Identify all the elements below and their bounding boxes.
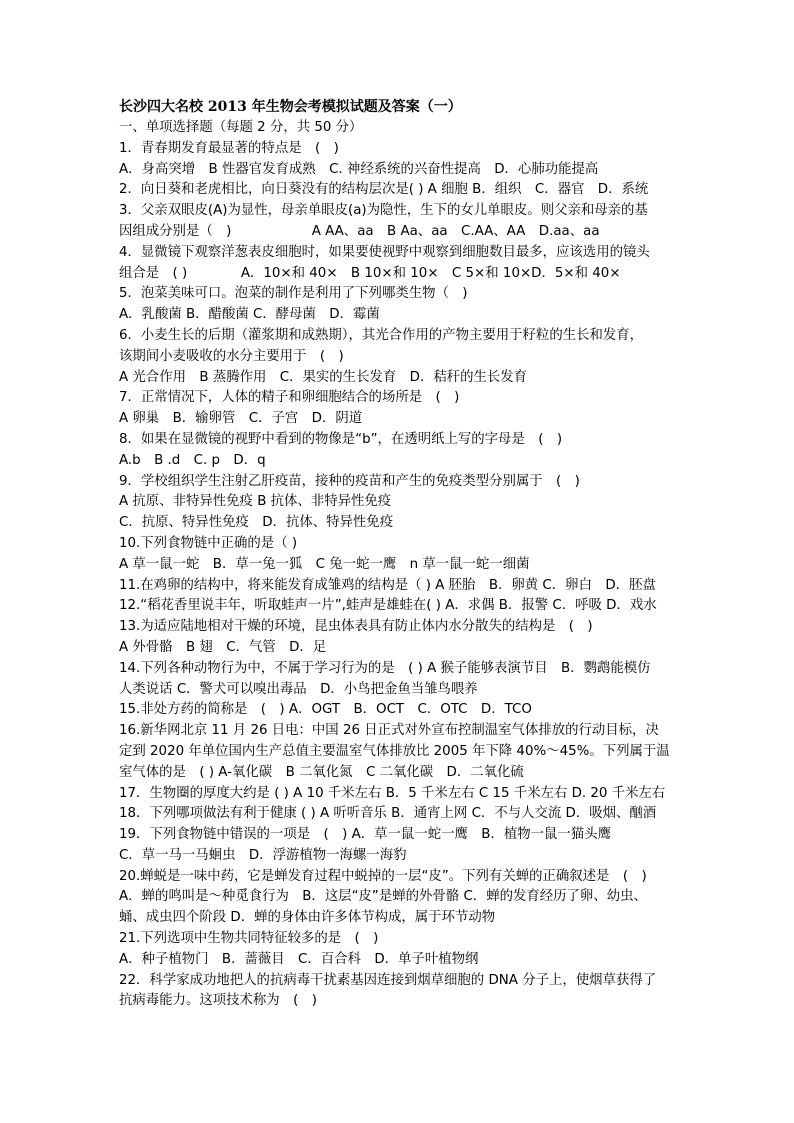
text-line: 人类说话 C．警犬可以嗅出毒品 D．小鸟把金鱼当雏鸟喂养	[119, 681, 478, 697]
text-line: 室气体的是 ( ) A-氧化碳 B 二氧化氮 C 二氧化碳 D．二氧化硫	[119, 764, 524, 780]
text-line: 组合是 ( ) A．10×和 40× B 10×和 10× C 5×和 10×D．5×和 40×	[119, 265, 621, 281]
text-line: A 外骨骼 B 翅 C．气管 D．足	[119, 639, 327, 655]
text-line: 13.为适应陆地相对干燥的环境，昆虫体表具有防止体内水分散失的结构是 ( )	[119, 619, 593, 635]
text-line: 6．小麦生长的后期（灌浆期和成熟期），其光合作用的产物主要用于籽粒的生长和发育，	[119, 327, 644, 343]
text-line: 17．生物圈的厚度大约是 ( ) A 10 千米左右 B．5 千米左右 C 15 千米左右 D. 20 千米左右	[119, 785, 666, 801]
text-line: 14.下列各种动物行为中，不属于学习行为的是 ( ) A 猴子能够表演节目 B．鹦鹉能模仿	[119, 660, 651, 676]
text-line: 该期间小麦吸收的水分主要用于 ( )	[119, 348, 344, 364]
text-line: 1．青春期发育最显著的特点是 ( )	[119, 140, 339, 156]
text-line: C．草一马一马蛔虫 D．浮游植物一海螺一海豹	[119, 847, 407, 863]
text-line: 22．科学家成功地把人的抗病毒干扰素基因连接到烟草细胞的 DNA 分子上，使烟草获得了	[119, 972, 657, 988]
text-line: 定到 2020 年单位国内生产总值主要温室气体排放比 2005 年下降 40%～45%。下列属于温	[119, 743, 670, 759]
text-line: A．身高突增 B 性器官发育成熟 C. 神经系统的兴奋性提高 D．心肺功能提高	[119, 161, 599, 177]
text-line: 20.蝉蜕是一味中药，它是蝉发育过程中蜕掉的一层“皮”。下列有关蝉的正确叙述是 ( )	[119, 868, 647, 884]
text-line: 10.下列食物链中正确的是（ )	[119, 535, 298, 551]
text-line: 3．父亲双眼皮(A)为显性，母亲单眼皮(a)为隐性，生下的女儿单眼皮。则父亲和母亲的基	[119, 203, 648, 219]
text-line: 16.新华网北京 11 月 26 日电：中国 26 日正式对外宣布控制温室气体排放的行动目标，决	[119, 723, 659, 739]
text-line: A 光合作用 B 蒸腾作用 C．果实的生长发育 D．秸秆的生长发育	[119, 369, 528, 385]
text-line: 2．向日葵和老虎相比，向日葵没有的结构层次是( ) A 细胞 B．组织 C．器官 D．系统	[119, 182, 649, 198]
text-line: A 抗原、非特异性免疫 B 抗体、非特异性免疫	[119, 494, 392, 510]
text-line: 11.在鸡卵的结构中，将来能发育成雏鸡的结构是（ ) A 胚胎 B．卵黄 C．卵白 D．胚盘	[119, 577, 656, 593]
document-title: 长沙四大名校 2013 年生物会考模拟试题及答案（一）	[119, 99, 462, 115]
text-line: 15.非处方药的简称是 ( ) A．OGT B．OCT C．OTC D．TCO	[119, 702, 532, 718]
text-line: A．种子植物门 B．蔷薇目 C．百合科 D．单子叶植物纲	[119, 951, 479, 967]
text-line: A 草一鼠一蛇 B．草一兔一狐 C 兔一蛇一鹰 n 草一鼠一蛇一细菌	[119, 556, 530, 572]
text-line: 4．显微镜下观察洋葱表皮细胞时，如果要使视野中观察到细胞数目最多，应该选用的镜头	[119, 244, 650, 260]
text-line: 5．泡菜美味可口。泡菜的制作是利用了下列哪类生物（ )	[119, 286, 468, 302]
text-line: A．乳酸菌 B．醋酸菌 C．酵母菌 D．霉菌	[119, 307, 380, 323]
text-line: 蛹、成虫四个阶段 D．蝉的身体由许多体节构成，属于环节动物	[119, 910, 496, 926]
question-list	[119, 118, 679, 1012]
text-line: 9．学校组织学生注射乙肝疫苗，接种的疫苗和产生的免疫类型分别属于 ( )	[119, 473, 580, 489]
text-line: 7．正常情况下，人体的精子和卵细胞结合的场所是 ( )	[119, 390, 460, 406]
text-line: C．抗原、特异性免疫 D．抗体、特异性免疫	[119, 515, 394, 531]
text-line: 一、单项选择题（每题 2 分，共 50 分）	[119, 120, 363, 135]
text-line: 8．如果在显微镜的视野中看到的物像是“b”，在透明纸上写的字母是 ( )	[119, 431, 563, 447]
text-line: A．蝉的鸣叫是～种觅食行为 B．这层“皮”是蝉的外骨骼 C．蝉的发育经历了卵、幼虫、	[119, 889, 647, 905]
exam-page	[119, 96, 679, 1012]
text-line: 抗病毒能力。这项技术称为 ( )	[119, 993, 317, 1009]
text-line: 21.下列选项中生物共同特征较多的是 ( )	[119, 931, 379, 947]
text-line: 19．下列食物链中错误的一项是 ( ) A．草一鼠一蛇一鹰 B．植物一鼠一猫头鹰	[119, 827, 611, 843]
text-line: A.b B .d C. p D．q	[119, 452, 266, 468]
text-line: 12.“稻花香里说丰年，听取蛙声一片”,蛙声是雄蛙在( ) A．求偶 B．报警 C．呼吸 D．戏水	[119, 598, 657, 614]
text-line: 18．下列哪项做法有利于健康 ( ) A 听听音乐 B．通宵上网 C．不与人交流 D．吸烟、酗酒	[119, 806, 657, 822]
text-line: A 卵巢 B．输卵管 C．子宫 D．阴道	[119, 411, 363, 427]
text-line: 因组成分别是（ ) A AA、aa B Aa、aa C.AA、AA D.aa、aa	[119, 223, 600, 239]
